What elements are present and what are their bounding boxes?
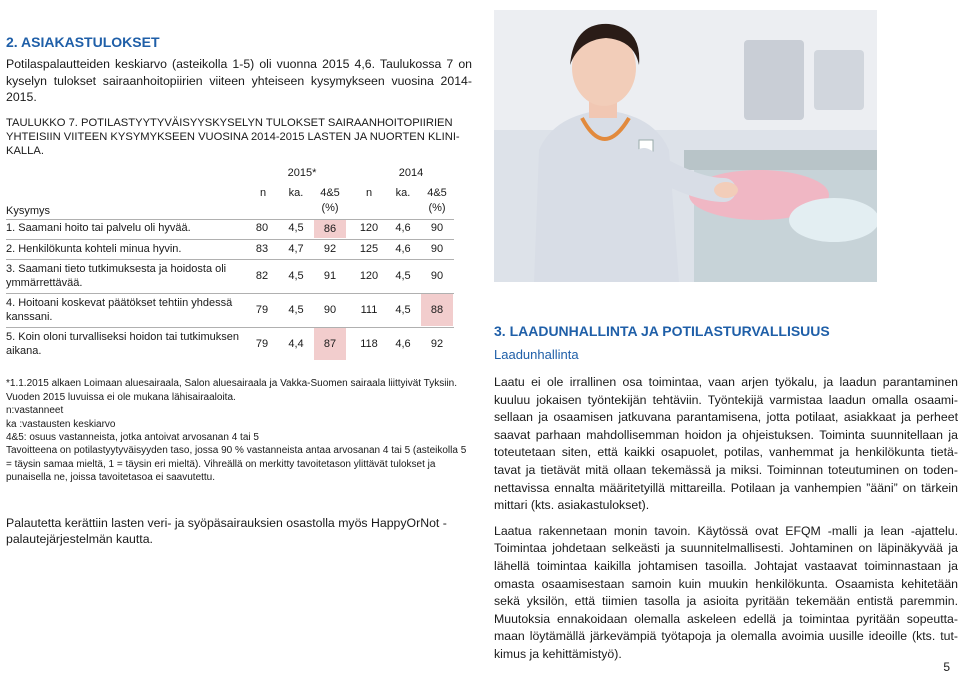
n-2015: 79 [255, 338, 269, 351]
section-heading: 2. ASIAKASTULOKSET [6, 34, 160, 50]
pct-2015: 86 [314, 220, 346, 238]
pct-2014: 90 [430, 270, 444, 283]
ka-2014: 4,5 [395, 270, 411, 283]
col-ka-2015: ka. [288, 187, 304, 200]
n-2014: 111 [360, 304, 378, 317]
note-line: Vuoden 2015 luvuissa ei ole mukana lähisairaaloita. [6, 391, 236, 403]
n-2015: 83 [255, 243, 269, 256]
ka-2015: 4,5 [288, 304, 304, 317]
table-caption: TAULUKKO 7. POTILASTYYTYVÄISYYSKYSELYN TULOKSET SAIRAANHOITOPIIRIEN YHTEISIIN VIITEEN KYSYMYKSEEN VUOSINA 2014-2015 LASTEN JA NUORTEN KLINI-KALLA. [6, 116, 460, 158]
ka-2015: 4,4 [288, 338, 304, 351]
pct-2015: 90 [323, 304, 337, 317]
pct-2014: 90 [430, 222, 444, 235]
question-text: 3. Saamani tieto tutkimuksesta ja hoidosta oli ymmärrettävää. [6, 263, 227, 289]
col-ka-2014: ka. [395, 187, 411, 200]
results-table [6, 167, 454, 367]
year-2014-header: 2014 [398, 167, 424, 180]
col-n-2015: n [259, 187, 267, 200]
table-row [6, 259, 454, 291]
intro-paragraph: Potilaspalautteiden keskiarvo (asteikolla 1-5) oli vuonna 2015 4,6. Taulukossa 7 on kyselyn tulokset sairaanhoitopiirien viiteen yhteiseen kysymykseen vuosina 2014-2015. [6, 57, 472, 105]
subsection-title: Laadunhallinta [494, 347, 579, 362]
ka-2015: 4,5 [288, 270, 304, 283]
col-45-2014: 4&5 [427, 187, 447, 200]
n-2015: 80 [255, 222, 269, 235]
col-pct-2014: (%) [428, 202, 446, 215]
table-notes [6, 377, 472, 484]
col-n-2014: n [365, 187, 373, 200]
n-2014: 120 [359, 222, 379, 235]
question-text: 5. Koin oloni turvalliseksi hoidon tai tutkimuksen aikana. [6, 331, 239, 357]
ka-2014: 4,6 [395, 222, 411, 235]
ka-2014: 4,5 [395, 304, 411, 317]
note-line: Tavoitteena on potilastyytyväisyyden taso, jossa 90 % vastanneista antaa arvosanan 4 tai 5 (asteikolla 5 = täysin samaa mieltä, 1 = täysin eri mieltä). Vihreällä on merkitty tavoitetason ylittävät tulokset ja punaisella ne, joissa tavoitetasoa ei saavutettu. [6, 445, 467, 484]
pct-2015: 92 [323, 243, 337, 256]
n-2014: 118 [360, 338, 378, 351]
n-2015: 79 [255, 304, 269, 317]
table-row [6, 327, 454, 359]
note-line: ka :vastausten keskiarvo [6, 418, 116, 430]
note-line: 4&5: osuus vastanneista, jotka antoivat arvosanan 4 tai 5 [6, 432, 259, 444]
col-45-2015: 4&5 [320, 187, 340, 200]
paragraph-1: Laatu ei ole irrallinen osa toimintaa, vaan arjen työkalu, ja laadun parantaminen kuuluu jokaisen työntekijän tehtäviin. Työntekijä varmistaa laadun omalla osaami-sellaan ja osaamisen jatkuvana parantamisena, jotta potilaat, asiakkaat ja perheet saavat parhaan mahdollisemman hoidon ja ohjeistuksen. Toiminta suunnitellaan ja toteutetaan siten, että kaikki osapuolet, potilas, vanhemmat ja henkilökunta tietä-tavat ja tietävät mitä ollaan tekemässä ja miksi. Toiminnan toteutuminen on toden-nettavissa ennalta määritetyillä mittareilla. Potilaan ja vanhempien ”ääni” on tärkein mittari (kts. asiakastulokset). [494, 375, 958, 513]
table-row [6, 293, 454, 325]
question-text: 2. Henkilökunta kohteli minua hyvin. [6, 243, 182, 256]
ka-2014: 4,6 [395, 338, 411, 351]
ka-2015: 4,5 [288, 222, 304, 235]
note-line: n:vastanneet [6, 405, 64, 417]
col-question-header: Kysymys [6, 205, 50, 218]
page-number: 5 [943, 660, 950, 674]
table-row [6, 219, 454, 237]
pct-2014: 90 [430, 243, 444, 256]
nurse-photo [494, 10, 877, 282]
nurse-with-infant-illustration [494, 10, 877, 282]
col-pct-2015: (%) [321, 202, 339, 215]
paragraph-2: Laatua rakennetaan monin tavoin. Käytössä ovat EFQM -malli ja lean -ajattelu. Toimintaa johdetaan selkeästi ja suunnitelmallisesti. Johtaminen on läpinäkyvää ja lähellä toimintaa kaikilla johtamisen tasoilla. Johtajat vastaavat toiminnastaan ja omasta osaamisestaan samoin kuin muukin henkilökunta. Osaamista kehitetään sekä yksilön, että tiimien tasolla ja asioita pyritään tekemään entistä paremmin. Muutoksia ennakoidaan olemalla askeleen edellä ja toimintaa pyritään sopeutta-maan löytämällä järkevämpiä työtapoja ja olemalla avoimia uusille ideoille (kts. tut-kimus ja kehittämistyö). [494, 523, 958, 661]
table-row [6, 239, 454, 257]
note-line: *1.1.2015 alkaen Loimaan aluesairaala, Salon aluesairaala ja Vakka-Suomen sairaala liittyivät Tyksiin. [6, 378, 458, 390]
ka-2015: 4,7 [288, 243, 304, 256]
ka-2014: 4,6 [395, 243, 411, 256]
n-2014: 125 [359, 243, 379, 256]
pct-2015: 87 [314, 328, 346, 360]
closing-paragraph: Palautetta kerättiin lasten veri- ja syöpäsairauksien osastolla myös HappyOrNot -palautejärjestelmän kautta. [6, 515, 447, 547]
question-text: 1. Saamani hoito tai palvelu oli hyvää. [6, 222, 191, 235]
question-text: 4. Hoitoani koskevat päätökset tehtiin yhdessä kanssani. [6, 297, 233, 323]
pct-2014: 88 [421, 294, 453, 326]
right-column [494, 10, 958, 664]
year-2015-header: 2015* [287, 167, 317, 180]
pct-2015: 91 [323, 270, 337, 283]
n-2015: 82 [255, 270, 269, 283]
left-column [6, 34, 472, 548]
pct-2014: 92 [430, 338, 444, 351]
section-title: 3. LAADUNHALLINTA JA POTILASTURVALLISUUS [494, 323, 830, 339]
n-2014: 120 [359, 270, 379, 283]
